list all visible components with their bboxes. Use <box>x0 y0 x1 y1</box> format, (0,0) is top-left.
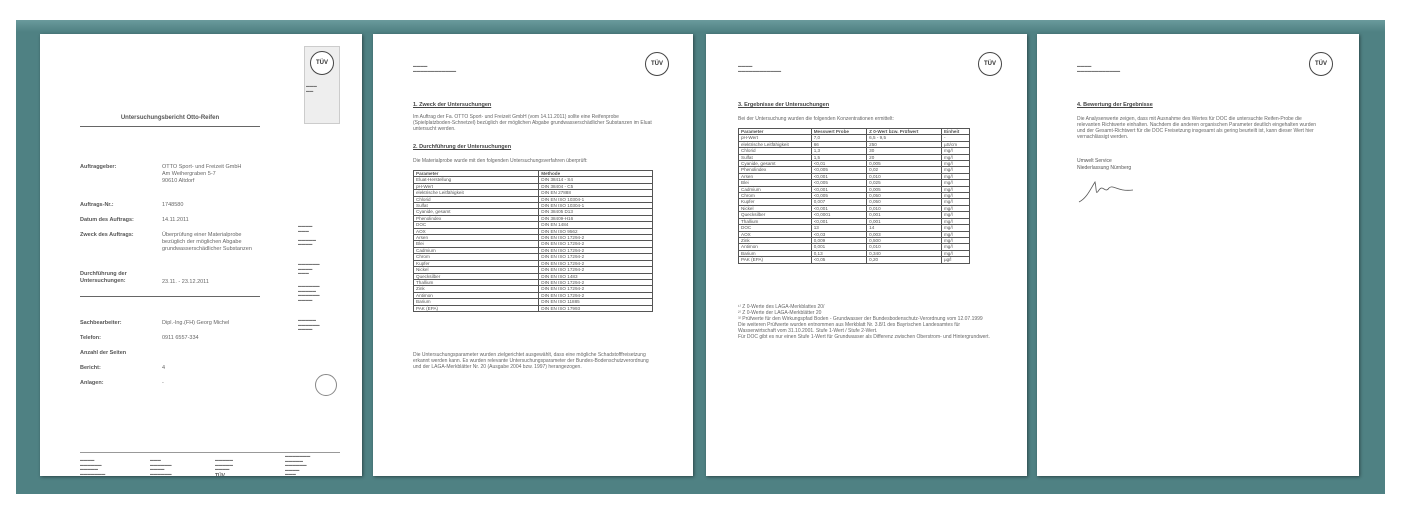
table-cell: AOX <box>414 228 539 234</box>
field-label: Datum des Auftrags: <box>80 217 134 223</box>
table-cell: DIN EN ISO 11885 <box>539 299 653 305</box>
table-cell: 0,005 <box>867 186 942 192</box>
table-cell: AOX <box>739 231 812 237</box>
report-page-3: ▬▬▬▬ ▬▬▬▬▬▬▬▬▬▬▬▬ TÜV 3. Ergebnisse der Untersuchungen Bei der Untersuchung wurden die folgenden Konzentrationen ermittelt: Parameter Messwert Probe Z 0-Wert bzw. Prüfwert Einheit pH-Wert 7,0 6,5 - 9,5 - elektrische Leitfähigkeit 66 250 µS/cm Chlorid 1,3 30 mg/l Sulfat 1,5 20 mg/l Cyanide, gesamt <0,01 0,005 mg/l Phenolindex <0,005 0,02 mg/l Arsen <0,001 0,010 mg/l Blei <0,005 0,025 mg/l Cadmium <0,001 0,005 mg/l Chrom <0,005 0,050 mg/l Kupfer 0,007 0,050 mg/l Nickel <0,001 0,010 mg/l Quecksilber <0,0001 0,001 mg/l Thallium <0,001 0,001 mg/l DOC 13 14 mg/l AOX <0,03 0,003 mg/l Zink 0,009 0,500 mg/l Antimon 0,001 0,010 mg/l Barium 0,13 0,340 mg/l PAK (EPA) <0,05 0,20 µg/l ¹⁾ Z 0-Werte des LAGA-Merkblattes 20/ ²⁾ Z 0-Werte der LAGA-Merkblätter 20 ³⁾ Prüfwerte für den Wirkungspfad Boden - Grundwasser der Bundesbodenschutz-Verordnung vom 12.07.1999 Die weiteren Prüfwerte wurden entnommen aus Merkblatt Nr. 3.8/1 des Bayrischen Landesamtes für Wasserwirtschaft vom 31.10.2001. Stufe 1-Wert / Stufe 2-Wert. Für DOC gibt es nur einen Stufe 1-Wert für Grundwasser als Differenz zwischen Oberstrom- und Hintergrundwert. <box>706 34 1027 476</box>
table-cell: Quecksilber <box>739 212 812 218</box>
report-page-2: ▬▬▬▬ ▬▬▬▬▬▬▬▬▬▬▬▬ TÜV 1. Zweck der Untersuchungen Im Auftrag der Fa. OTTO Sport- und Freizeit GmbH (vom 14.11.2011) sollte eine Reifenprobe (Spielplatzboden-Schnetzel) bezüglich der möglichen Abgabe grundwasserschädlicher Substanzen im Eluat untersucht werden. 2. Durchführung der Untersuchungen Die Materialprobe wurde mit den folgenden Untersuchungsverfahren überprüft: Parameter Methode Eluat-Herstellung DIN 38414 - S4 pH-Wert DIN 38404 - C5 elektrische Leitfähigkeit DIN EN 27888 Chlorid DIN EN ISO 10304-1 Sulfat DIN EN ISO 10304-1 Cyanide, gesamt DIN 38405 D13 Phenolindex DIN 38409-H16 DOC DIN EN 1484 AOX DIN EN ISO 9562 Arsen DIN EN ISO 17294-2 Blei DIN EN ISO 17294-2 Cadmium DIN EN ISO 17294-2 Chrom DIN EN ISO 17294-2 Kupfer DIN EN ISO 17294-2 Nickel DIN EN ISO 17294-2 Quecksilber DIN EN ISO 1483 Thallium DIN EN ISO 17294-2 Zink DIN EN ISO 17294-2 Antimon DIN EN ISO 17294-2 Barium DIN EN ISO 11885 PAK (EPA) DIN EN ISO 17993 Die Untersuchungsparameter wurden zielgerichtet ausgewählt, dass eine mögliche Schadstofffreisetzung erkannt werden kann. Es wurden relevante Untersuchungsparameter der Bundes-Bodenschutzverordnung und der LAGA-Merkblätter Nr. 20 (Ausgabe 2004 bzw. 1997) herangezogen. <box>373 34 693 476</box>
section-text: Im Auftrag der Fa. OTTO Sport- und Freizeit GmbH (vom 14.11.2011) sollte eine Reifenprobe (Spielplatzboden-Schnetzel) bezüglich der möglichen Abgabe grundwasserschädlicher Substanzen im Eluat untersucht werden. <box>413 114 652 132</box>
table-cell: Barium <box>739 250 812 256</box>
table-cell: mg/l <box>941 167 969 173</box>
table-cell: 250 <box>867 141 942 147</box>
table-cell: 66 <box>811 141 866 147</box>
table-cell: 0,13 <box>811 250 866 256</box>
table-cell: µg/l <box>941 257 969 263</box>
table-header-cell: Einheit <box>941 129 969 135</box>
table-notes: ¹⁾ Z 0-Werte des LAGA-Merkblattes 20/ ²⁾ Z 0-Werte der LAGA-Merkblätter 20 ³⁾ Prüfwerte für den Wirkungspfad Boden - Grundwasser der Bundesbodenschutz-Verordnung vom 12.07.1999 Die weiteren Prüfwerte wurden entnommen aus Merkblatt Nr. 3.8/1 des Bayrischen Landesamtes für Wasserwirtschaft vom 31.10.2001. Stufe 1-Wert / Stufe 2-Wert. Für DOC gibt es nur einen Stufe 1-Wert für Grundwasser als Differenz zwischen Oberstrom- und Hintergrundwert. <box>738 304 990 340</box>
table-cell: 0,050 <box>867 199 942 205</box>
table-row <box>414 305 653 311</box>
table-cell: DIN 38409-H16 <box>539 215 653 221</box>
table-cell: pH-Wert <box>739 135 812 141</box>
table-cell: Kupfer <box>414 260 539 266</box>
table-cell: mg/l <box>941 161 969 167</box>
table-cell: DIN EN ISO 17294-2 <box>539 254 653 260</box>
table-cell: Thallium <box>414 279 539 285</box>
table-row <box>739 257 970 263</box>
table-cell: 1,5 <box>811 154 866 160</box>
field-label: Anlagen: <box>80 380 104 386</box>
table-cell: 0,340 <box>867 250 942 256</box>
table-cell: DIN 38404 - C5 <box>539 183 653 189</box>
table-cell: Blei <box>414 241 539 247</box>
signature <box>1077 176 1137 206</box>
table-cell: mg/l <box>941 199 969 205</box>
table-cell: mg/l <box>941 180 969 186</box>
field-label: Zweck des Auftrags: <box>80 232 134 238</box>
field-label: Durchführung der Untersuchungen: <box>80 271 127 284</box>
table-cell: mg/l <box>941 218 969 224</box>
table-cell: 0,007 <box>811 199 866 205</box>
table-cell: mg/l <box>941 244 969 250</box>
table-cell: DIN EN ISO 17294-2 <box>539 260 653 266</box>
table-cell: DIN EN ISO 17294-2 <box>539 235 653 241</box>
table-cell: Arsen <box>414 235 539 241</box>
section-heading: 2. Durchführung der Untersuchungen <box>413 144 512 150</box>
table-cell: mg/l <box>941 237 969 243</box>
section-heading: 1. Zweck der Untersuchungen <box>413 102 492 108</box>
table-cell: DIN EN ISO 1483 <box>539 273 653 279</box>
table-cell: 0,010 <box>867 173 942 179</box>
table-cell: Cadmium <box>739 186 812 192</box>
table-cell: 7,0 <box>811 135 866 141</box>
table-cell: 0,050 <box>867 193 942 199</box>
results-table <box>738 128 970 264</box>
footer-badge: TÜV <box>215 473 225 476</box>
field-label: Bericht: <box>80 365 101 371</box>
field-value: 4 <box>162 365 166 371</box>
table-cell: mg/l <box>941 173 969 179</box>
table-cell: DIN EN ISO 17294-2 <box>539 286 653 292</box>
section-heading: 3. Ergebnisse der Untersuchungen <box>738 102 830 108</box>
table-cell: Antimon <box>739 244 812 250</box>
field-value: OTTO Sport- und Freizeit GmbH Am Weihergraben 5-7 90610 Altdorf <box>162 164 242 184</box>
table-cell: Zink <box>739 237 812 243</box>
table-cell: Blei <box>739 180 812 186</box>
table-cell: DIN 38405 D13 <box>539 209 653 215</box>
field-value: 0911 6557-334 <box>162 335 199 341</box>
table-cell: Phenolindex <box>414 215 539 221</box>
field-label: Auftrags-Nr.: <box>80 202 114 208</box>
table-cell: PAK (EPA) <box>739 257 812 263</box>
tuv-logo-icon: TÜV <box>1309 52 1333 76</box>
table-cell: Chlorid <box>739 148 812 154</box>
table-cell: Zink <box>414 286 539 292</box>
table-cell: PAK (EPA) <box>414 305 539 311</box>
table-cell: mg/l <box>941 250 969 256</box>
sidebar-contact: ▬▬▬▬ ▬▬▬ ▬▬▬▬▬ ▬▬▬▬ <box>298 224 316 247</box>
org-name: Umwelt Service <box>1077 158 1112 164</box>
field-label: Telefon: <box>80 335 101 341</box>
table-cell: <0,005 <box>811 167 866 173</box>
table-cell: Nickel <box>739 205 812 211</box>
table-cell: <0,001 <box>811 173 866 179</box>
table-cell: µS/cm <box>941 141 969 147</box>
table-cell: DIN EN 27888 <box>539 190 653 196</box>
section-text: Die Untersuchungsparameter wurden zielgerichtet ausgewählt, dass eine mögliche Schadstofffreisetzung erkannt werden kann. Es wurden relevante Untersuchungsparameter der Bundes-Bodenschutzverordnung und der LAGA-Merkblätter Nr. 20 (Ausgabe 2004 bzw. 1997) herangezogen. <box>413 352 649 370</box>
table-cell: Sulfat <box>414 203 539 209</box>
table-cell: Phenolindex <box>739 167 812 173</box>
table-cell: <0,001 <box>811 186 866 192</box>
table-cell: DIN EN ISO 17294-2 <box>539 267 653 273</box>
table-cell: mg/l <box>941 225 969 231</box>
table-cell: - <box>941 135 969 141</box>
table-cell: 0,010 <box>867 244 942 250</box>
table-cell: Kupfer <box>739 199 812 205</box>
table-cell: DIN EN ISO 17294-2 <box>539 279 653 285</box>
field-value: 14.11.2011 <box>162 217 189 223</box>
table-cell: DIN EN 1484 <box>539 222 653 228</box>
table-cell: DOC <box>739 225 812 231</box>
table-cell: <0,05 <box>811 257 866 263</box>
table-cell: 0,005 <box>867 161 942 167</box>
table-cell: Barium <box>414 299 539 305</box>
field-label: Anzahl der Seiten <box>80 350 127 356</box>
table-cell: DIN EN ISO 17993 <box>539 305 653 311</box>
branch-name: Niederlassung Nürnberg <box>1077 165 1132 171</box>
table-cell: DIN EN ISO 10304-1 <box>539 203 653 209</box>
table-cell: mg/l <box>941 193 969 199</box>
table-cell: elektrische Leitfähigkeit <box>739 141 812 147</box>
field-label: Sachbearbeiter: <box>80 320 122 326</box>
table-cell: mg/l <box>941 186 969 192</box>
table-cell: Arsen <box>739 173 812 179</box>
report-page-1: TÜV ▬▬▬ ▬▬ Untersuchungsbericht Otto-Reifen Auftraggeber: OTTO Sport- und Freizeit GmbH Am Weihergraben 5-7 90610 Altdorf Auftrags-Nr.: 1748580 Datum des Auftrags: 14.11.2011 Zweck des Auftrags: Überprüfung einer Materialprobe bezüglich der möglichen Abgabe grundwasserschädlicher Substanzen Durchführung der Untersuchungen: 23.11. - 23.12.2011 Sachbearbeiter: Dipl.-Ing.(FH) Georg Michel Telefon: 0911 6557-334 Anzahl der Seiten Bericht: 4 Anlagen: - ▬▬▬▬ ▬▬▬ ▬▬▬▬▬ ▬▬▬▬ ▬▬▬▬▬▬ ▬▬▬▬ ▬▬▬ ▬▬▬▬▬▬ ▬▬▬▬▬ ▬▬▬▬▬▬ ▬▬▬▬ ▬▬▬▬▬ ▬▬▬▬▬▬ ▬▬▬▬ ▬▬▬▬ ▬▬▬▬▬▬ ▬▬▬▬▬ ▬▬▬▬▬▬▬ ▬▬▬ ▬▬▬▬▬▬ ▬▬▬▬ ▬▬▬▬▬▬ ▬▬▬▬▬ ▬▬▬▬▬ ▬▬▬▬ TÜV ▬▬▬▬▬▬▬ ▬▬▬▬▬ ▬▬▬▬▬▬ ▬▬▬▬ ▬▬▬ <box>40 34 362 476</box>
footer-col: ▬▬▬▬ ▬▬▬▬▬▬ ▬▬▬▬▬ ▬▬▬▬▬▬▬ <box>80 458 106 476</box>
table-cell: <0,001 <box>811 205 866 211</box>
table-cell: 20 <box>867 154 942 160</box>
table-cell: 0,025 <box>867 180 942 186</box>
table-cell: mg/l <box>941 205 969 211</box>
report-page-4: ▬▬▬▬ ▬▬▬▬▬▬▬▬▬▬▬▬ TÜV 4. Bewertung der Ergebnisse Die Analysenwerte zeigen, dass mit Ausnahme des Wertes für DOC die untersuchte Reifen-Probe die relevanten Richtwerte einhalten. Nachdem die anderen organischen Parameter deutlich eingehalten wurden und der Gesamt-Richtwert für die DOC Freisetzung insgesamt als gering beurteilt ist, kann dieser Wert hier vernachlässigt werden. Umwelt Service Niederlassung Nürnberg <box>1037 34 1359 476</box>
table-cell: Nickel <box>414 267 539 273</box>
table-cell: 0,003 <box>867 231 942 237</box>
table-cell: 0,001 <box>811 244 866 250</box>
accreditation-seal <box>315 374 337 396</box>
table-cell: Chrom <box>739 193 812 199</box>
table-header-cell: Parameter <box>414 171 539 177</box>
table-cell: Chlorid <box>414 196 539 202</box>
table-header-cell: Methode <box>539 171 653 177</box>
tuv-logo-icon: TÜV <box>310 51 334 75</box>
table-cell: <0,03 <box>811 231 866 237</box>
table-cell: Quecksilber <box>414 273 539 279</box>
table-cell: <0,01 <box>811 161 866 167</box>
table-cell: elektrische Leitfähigkeit <box>414 190 539 196</box>
table-cell: Sulfat <box>739 154 812 160</box>
table-cell: 0,009 <box>811 237 866 243</box>
table-header-cell: Parameter <box>739 129 812 135</box>
table-cell: <0,0001 <box>811 212 866 218</box>
table-cell: <0,005 <box>811 180 866 186</box>
table-header-cell: Messwert Probe <box>811 129 866 135</box>
table-cell: <0,005 <box>811 193 866 199</box>
table-cell: Antimon <box>414 292 539 298</box>
tuv-logo-icon: TÜV <box>645 52 669 76</box>
table-cell: 14 <box>867 225 942 231</box>
table-cell: 0,500 <box>867 237 942 243</box>
table-cell: 1,3 <box>811 148 866 154</box>
table-cell: Cyanide, gesamt <box>739 161 812 167</box>
table-cell: 30 <box>867 148 942 154</box>
table-cell: DOC <box>414 222 539 228</box>
table-cell: DIN EN ISO 9562 <box>539 228 653 234</box>
field-value: 1748580 <box>162 202 184 208</box>
table-cell: mg/l <box>941 231 969 237</box>
table-cell: mg/l <box>941 212 969 218</box>
field-value: - <box>162 380 164 386</box>
table-cell: 0,010 <box>867 205 942 211</box>
table-cell: DIN EN ISO 17294-2 <box>539 247 653 253</box>
table-cell: DIN EN ISO 10304-1 <box>539 196 653 202</box>
table-header-cell: Z 0-Wert bzw. Prüfwert <box>867 129 942 135</box>
field-value: 23.11. - 23.12.2011 <box>162 279 209 285</box>
tuv-logo-icon: TÜV <box>978 52 1002 76</box>
field-value: Überprüfung einer Materialprobe bezüglich der möglichen Abgabe grundwasserschädlicher Substanzen <box>162 232 252 252</box>
section-text: Die Materialprobe wurde mit den folgenden Untersuchungsverfahren überprüft: <box>413 158 588 164</box>
table-cell: DIN EN ISO 17294-2 <box>539 241 653 247</box>
table-cell: Cyanide, gesamt <box>414 209 539 215</box>
field-label: Auftraggeber: <box>80 164 117 170</box>
field-value: Dipl.-Ing.(FH) Georg Michel <box>162 320 230 326</box>
method-table <box>413 170 653 312</box>
table-cell: 0,20 <box>867 257 942 263</box>
table-cell: 0,02 <box>867 167 942 173</box>
table-cell: <0,001 <box>811 218 866 224</box>
table-cell: 13 <box>811 225 866 231</box>
table-cell: 0,001 <box>867 218 942 224</box>
table-cell: Eluat-Herstellung <box>414 177 539 183</box>
section-text: Bei der Untersuchung wurden die folgenden Konzentrationen ermittelt: <box>738 116 894 122</box>
section-heading: 4. Bewertung der Ergebnisse <box>1077 102 1153 108</box>
table-cell: Cadmium <box>414 247 539 253</box>
table-cell: 0,001 <box>867 212 942 218</box>
table-cell: mg/l <box>941 148 969 154</box>
table-cell: Thallium <box>739 218 812 224</box>
table-cell: DIN EN ISO 17294-2 <box>539 292 653 298</box>
table-cell: Chrom <box>414 254 539 260</box>
table-cell: 6,5 - 9,5 <box>867 135 942 141</box>
report-title: Untersuchungsbericht Otto-Reifen <box>120 115 220 121</box>
section-text: Die Analysenwerte zeigen, dass mit Ausnahme des Wertes für DOC die untersuchte Reifen-Probe die relevanten Richtwerte einhalten. Nachdem die anderen organischen Parameter deutlich eingehalten wurden und der Gesamt-Richtwert für die DOC Freisetzung insgesamt als gering beurteilt ist, kann dieser Wert hier vernachlässigt werden. <box>1077 116 1317 140</box>
table-cell: pH-Wert <box>414 183 539 189</box>
table-cell: mg/l <box>941 154 969 160</box>
table-cell: DIN 38414 - S4 <box>539 177 653 183</box>
